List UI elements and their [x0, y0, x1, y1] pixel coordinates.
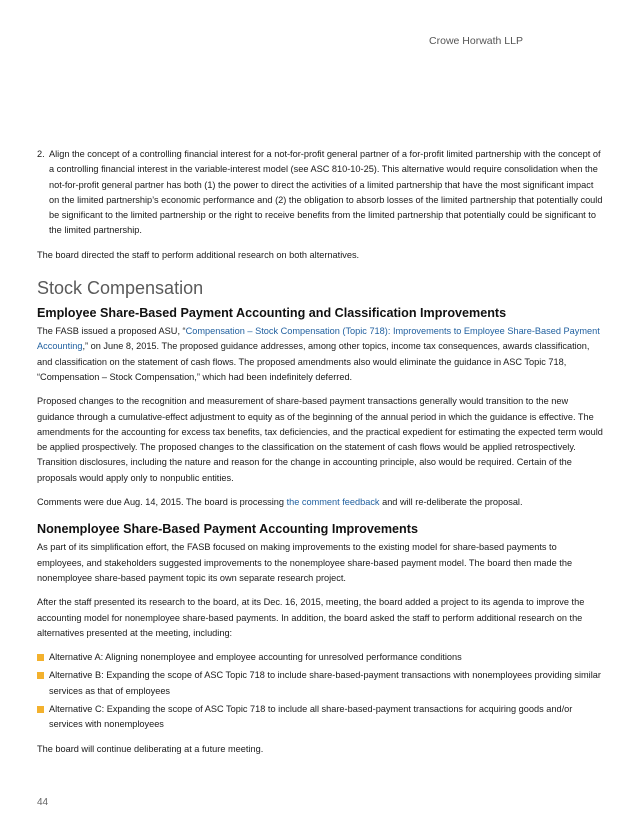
numbered-list-item — [37, 147, 603, 239]
list-item — [37, 650, 603, 665]
section-title: Stock Compensation — [37, 278, 204, 299]
employee-p1-pre: The FASB issued a proposed ASU, “ — [37, 326, 186, 337]
square-bullet-icon — [37, 672, 44, 679]
list-item — [37, 668, 603, 699]
employee-paragraph-3 — [37, 495, 603, 510]
list-item-number: 2. — [37, 149, 45, 159]
nonemployee-heading: Nonemployee Share-Based Payment Accounting Improvements — [37, 522, 418, 537]
employee-paragraph-2: Proposed changes to the recognition and measurement of share-based payment transactions generally would transition to the new guidance through a cumulative-effect adjustment to equity as of the beginning of the annual period in which the guidance is effective. The amendments for the accounting for excess tax benefits, tax deficiencies, and the practical expedient for estimating the expected term would be applied prospectively. The proposed changes to the classification on the statement of cash flows would be applied retrospectively. Transition disclosures, including the nature and reason for the change in accounting principle, also would be required. Certain of the proposals would apply only to nonpublic entities. — [37, 396, 603, 483]
comment-feedback-link[interactable]: the comment feedback — [286, 497, 380, 508]
square-bullet-icon — [37, 706, 44, 713]
employee-p3-post: and will re-deliberate the proposal. — [379, 497, 523, 508]
employee-p3-pre: Comments were due Aug. 14, 2015. The board is processing — [37, 497, 287, 508]
list-item-text: Align the concept of a controlling financial interest for a not-for-profit general partner of a for-profit limited partnership with the concept of a controlling financial interest in the variable-interest model (see ASC 810-10-25). This alternative would require consolidation when the not-for-profit general partner has both (1) the power to direct the activities of a limited partnership that have the most significant impact on the limited partnership’s economic performance and (2) the obligation to absorb losses of the limited partnership that potentially could be significant to the limited partnership or the right to receive benefits from the limited partnership that potentially could be significant to the limited partnership. — [49, 149, 603, 236]
square-bullet-icon — [37, 654, 44, 661]
alternative-a-text: Alternative A: Aligning nonemployee and employee accounting for unresolved performance conditions — [49, 652, 462, 663]
closing-paragraph: The board will continue deliberating at a future meeting. — [37, 743, 264, 754]
nonemployee-paragraph-1: As part of its simplification effort, the FASB focused on making improvements to the existing model for share-based payments to employees, and stakeholders suggested improvements to the nonemployee share-based payment model. The board then made the nonemployee share-based payment topic its own separate research project. — [37, 542, 573, 583]
alternative-b-text: Alternative B: Expanding the scope of ASC Topic 718 to include share-based-payment transactions with nonemployees providing similar services as that of employees — [49, 670, 601, 696]
list-item — [37, 702, 603, 733]
employee-paragraph-1 — [37, 324, 603, 385]
page-number: 44 — [37, 797, 49, 808]
employee-p1-post: ,” on June 8, 2015. The proposed guidance addresses, among other topics, income tax consequences, awards classification, and classification on the statement of cash flows. The proposed amendments also would eliminate the guidance in ASC Topic 718, “Compensation – Stock Compensation,” which had been indefinitely deferred. — [37, 341, 590, 382]
alternatives-list — [37, 650, 603, 732]
employee-heading: Employee Share-Based Payment Accounting and Classification Improvements — [37, 306, 507, 321]
nonemployee-paragraph-2: After the staff presented its research to the board, at its Dec. 16, 2015, meeting, the board added a project to its agenda to improve the accounting model for nonemployee share-based payments. In addition, the board asked the staff to perform additional research on the alternatives presented at the meeting, including: — [37, 597, 585, 638]
asu-link[interactable]: Compensation – Stock Compensation (Topic 718): Improvements to Employee Share-Based Payment Accounting — [37, 326, 600, 352]
page-content — [37, 147, 603, 757]
board-directed-paragraph: The board directed the staff to perform additional research on both alternatives. — [37, 249, 360, 260]
header-firm-name: Crowe Horwath LLP — [429, 35, 523, 47]
alternative-c-text: Alternative C: Expanding the scope of ASC Topic 718 to include all share-based-payment transactions for acquiring goods and/or services with nonemployees — [49, 704, 573, 730]
